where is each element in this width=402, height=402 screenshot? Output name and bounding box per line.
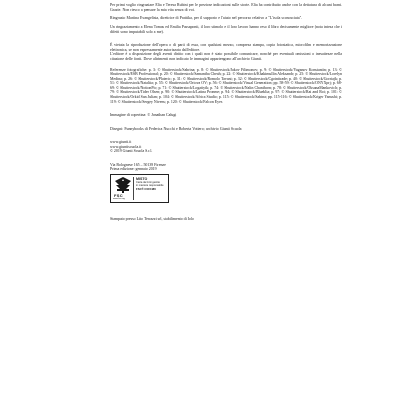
edition-info: Prima edizione: gennaio 2019 (110, 167, 157, 172)
fsc-description-2: in maniera responsabile (136, 183, 164, 187)
web-block (110, 140, 342, 154)
publisher-copyright: © 2019 Giunti Scuola S.r.l. (110, 149, 153, 154)
fsc-details (136, 177, 167, 192)
acknowledgment-paragraph-3: Un ringraziamento a Elena Tomas ed Emilia Passaponti, il loro stimolo e il loro lavoro hanno reso il libro decisamente migliore (nota intesa che i difetti sono imputabili solo a me). (110, 25, 342, 34)
copyright-notice: È vietata la riproduzione dell'opera o di parti di essa, con qualsiasi mezzo, compresa stampa, copia fotostatica, microfilm e memorizzazione elettronica, se non espressamente autorizzata dall'editore. (110, 43, 342, 52)
address-block (110, 163, 342, 172)
printer-info: Stampato presso Lito Terrazzi srl, stabilimento di Iolo (110, 216, 194, 221)
fsc-code: FSC® C015486 (136, 187, 156, 192)
drawings-credit: Disegni: Funnybooks di Federica Nucchi e Roberta Vottero; archivio Giunti Scuola (110, 126, 242, 131)
acknowledgment-paragraph-2: Ringrazio Martina Evangelista, direttrice di Prattika, per il supporto e l'aiuto nel percorso relativo a "L'isola sconosciuta". (110, 16, 303, 21)
fsc-misto: MISTO (136, 176, 148, 181)
website-giuntiscuola: www.giuntiscuola.it (110, 144, 142, 149)
fsc-tree-icon (113, 177, 133, 193)
fsc-description-1: Carta da fonti gestite (136, 180, 160, 184)
colophon-page (110, 3, 342, 221)
cover-credit: Immagine di copertina: © Jonathan Calugi (110, 113, 177, 118)
publisher-disclaimer: L'editore è a disposizione degli aventi diritto con i quali non è stato possibile comunicare, nonché per eventuali omissioni o inesattezze nella citazione delle fonti. Dove altrimenti non indicato le immagini appartengono all'archivio Giunti. (110, 52, 342, 61)
fsc-certification-logo (110, 174, 169, 203)
website-giunti: www.giunti.it (110, 140, 132, 145)
fsc-label: FSC (114, 192, 123, 198)
acknowledgment-paragraph-1: Per primi voglio ringraziare Elia e Teresa Rubini per le preziose indicazioni sulle storie. Elia ha contribuito anche con la dettatura di alcuni brani. Grazie. Non riesco a pensare la mia vita senza di voi. (110, 3, 342, 12)
fsc-url: www.fsc.org (113, 197, 125, 200)
photo-credits: Referenze fotografiche: p. 3: © Shutterstock/Sabrina; p. 8: © Shutterstock/Jakov Filimonov; p. 9: © Shutterstock/Yuganov Konstantin; p. 13: © Shutterstock/ESB Professional; p. 20: © Shutterstock/Samantha Cheah; p. 22: © Shutterstock/Khakimullin Aleksandr; p. 25: © Shutterstock/Lorelyn Medina; p. 26: © Shutterstock/Plateric; p. 31: © Shutterstock/Romolo Tavani; p. 32: © Shutterstock/Cgointtrade; p. 40: © Shutterstock/Gorriajk; p. 51: © Shutterstock/Nataliia; p. 55: © Shutterstock/Oriova OV; p. 56: © Shutterstock/Visual Generation; pp. 58-59: © Shutterstock/ONYXprj; p. 68-69: © Shutterstock/NotionPic; p. 71: © Shutterstock/Logatiyik; p. 74: © Shutterstock/Nalin Chanthorn; p. 78: © Shutterstock/OksanaMankovich; p. 79: © Shutterstock/Tider Olsen; p. 90: © Shutterstock/Latina Pronme; p. 94: © Shutterstock/Blueklia; p. 97: © Shutterstock/Rai and Roi; p. 101: © Shutterstock/Orkid San Julian; p. 104: © Shutterstock/Africa Studio; p. 115: © Shutterstock/Sabina; pp. 115-116: © Shutterstock/Kriger Yanushi; p. 119: © Shutterstock/Sergey Nivens; p. 120: © Shutterstock/Falcon Eyes (110, 67, 342, 104)
publisher-address: Via Bolognese 165 – 50139 Firenze (110, 162, 166, 167)
